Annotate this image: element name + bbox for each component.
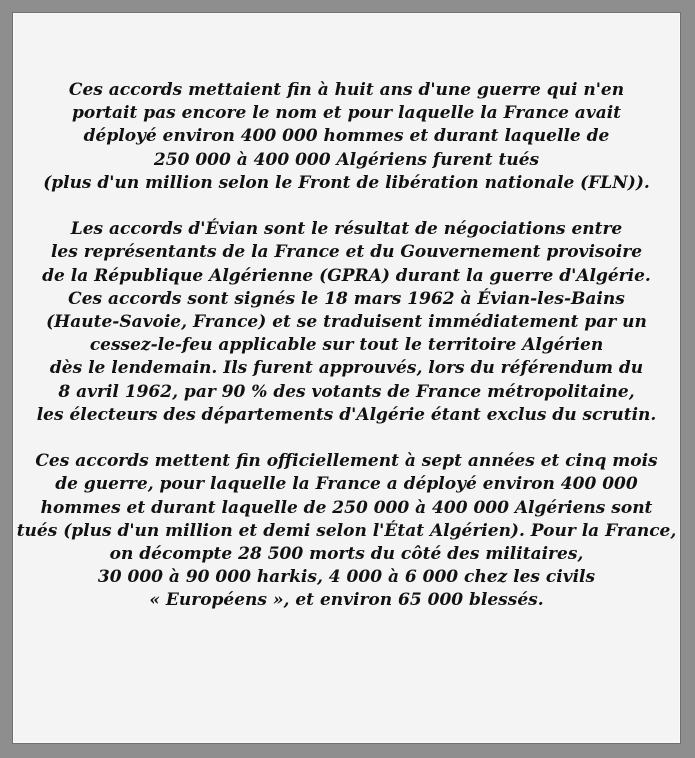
text-line: Les accords d'Évian sont le résultat de négociations entre xyxy=(70,219,623,240)
text-line: Ces accords mettent fin officiellement à sept années et cinq mois xyxy=(35,451,658,472)
text-line: 8 avril 1962, par 90 % des votants de France métropolitaine, xyxy=(58,381,635,402)
text-line: les électeurs des départements d'Algérie étant exclus du scrutin. xyxy=(36,404,657,425)
text-line: déployé environ 400 000 hommes et durant laquelle de xyxy=(83,126,610,147)
text-line: (Haute-Savoie, France) et se traduisent immédiatement par un xyxy=(46,312,647,333)
text-line: 30 000 à 90 000 harkis, 4 000 à 6 000 chez les civils xyxy=(97,567,596,588)
text-line: cessez-le-feu applicable sur tout le territoire Algérien xyxy=(89,335,604,356)
text-line: (plus d'un million selon le Front de libération nationale (FLN)). xyxy=(43,172,650,193)
text-line: de guerre, pour laquelle la France a déployé environ 400 000 xyxy=(55,474,638,495)
text-line: de la République Algérienne (GPRA) durant la guerre d'Algérie. xyxy=(42,265,651,286)
text-line: les représentants de la France et du Gouvernement provisoire xyxy=(50,242,643,263)
text-line: dès le lendemain. Ils furent approuvés, lors du référendum du xyxy=(49,358,644,379)
text-line: tués (plus d'un million et demi selon l'État Algérien). Pour la France, xyxy=(16,520,677,541)
text-line: on décompte 28 500 morts du côté des militaires, xyxy=(109,544,584,565)
text-line: hommes et durant laquelle de 250 000 à 400 000 Algériens sont xyxy=(40,497,653,518)
paragraph-2 xyxy=(13,218,680,427)
text-line: 250 000 à 400 000 Algériens furent tués xyxy=(153,149,540,170)
paragraph-1 xyxy=(13,79,680,195)
paragraph-3 xyxy=(13,450,680,612)
text-line: Ces accords mettaient fin à huit ans d'une guerre qui n'en xyxy=(68,80,625,100)
document-text xyxy=(13,79,680,636)
text-line: « Européens », et environ 65 000 blessés. xyxy=(149,590,544,611)
document-frame xyxy=(12,12,681,744)
text-line: portait pas encore le nom et pour laquelle la France avait xyxy=(71,103,622,124)
text-line: Ces accords sont signés le 18 mars 1962 à Évian-les-Bains xyxy=(68,288,625,309)
